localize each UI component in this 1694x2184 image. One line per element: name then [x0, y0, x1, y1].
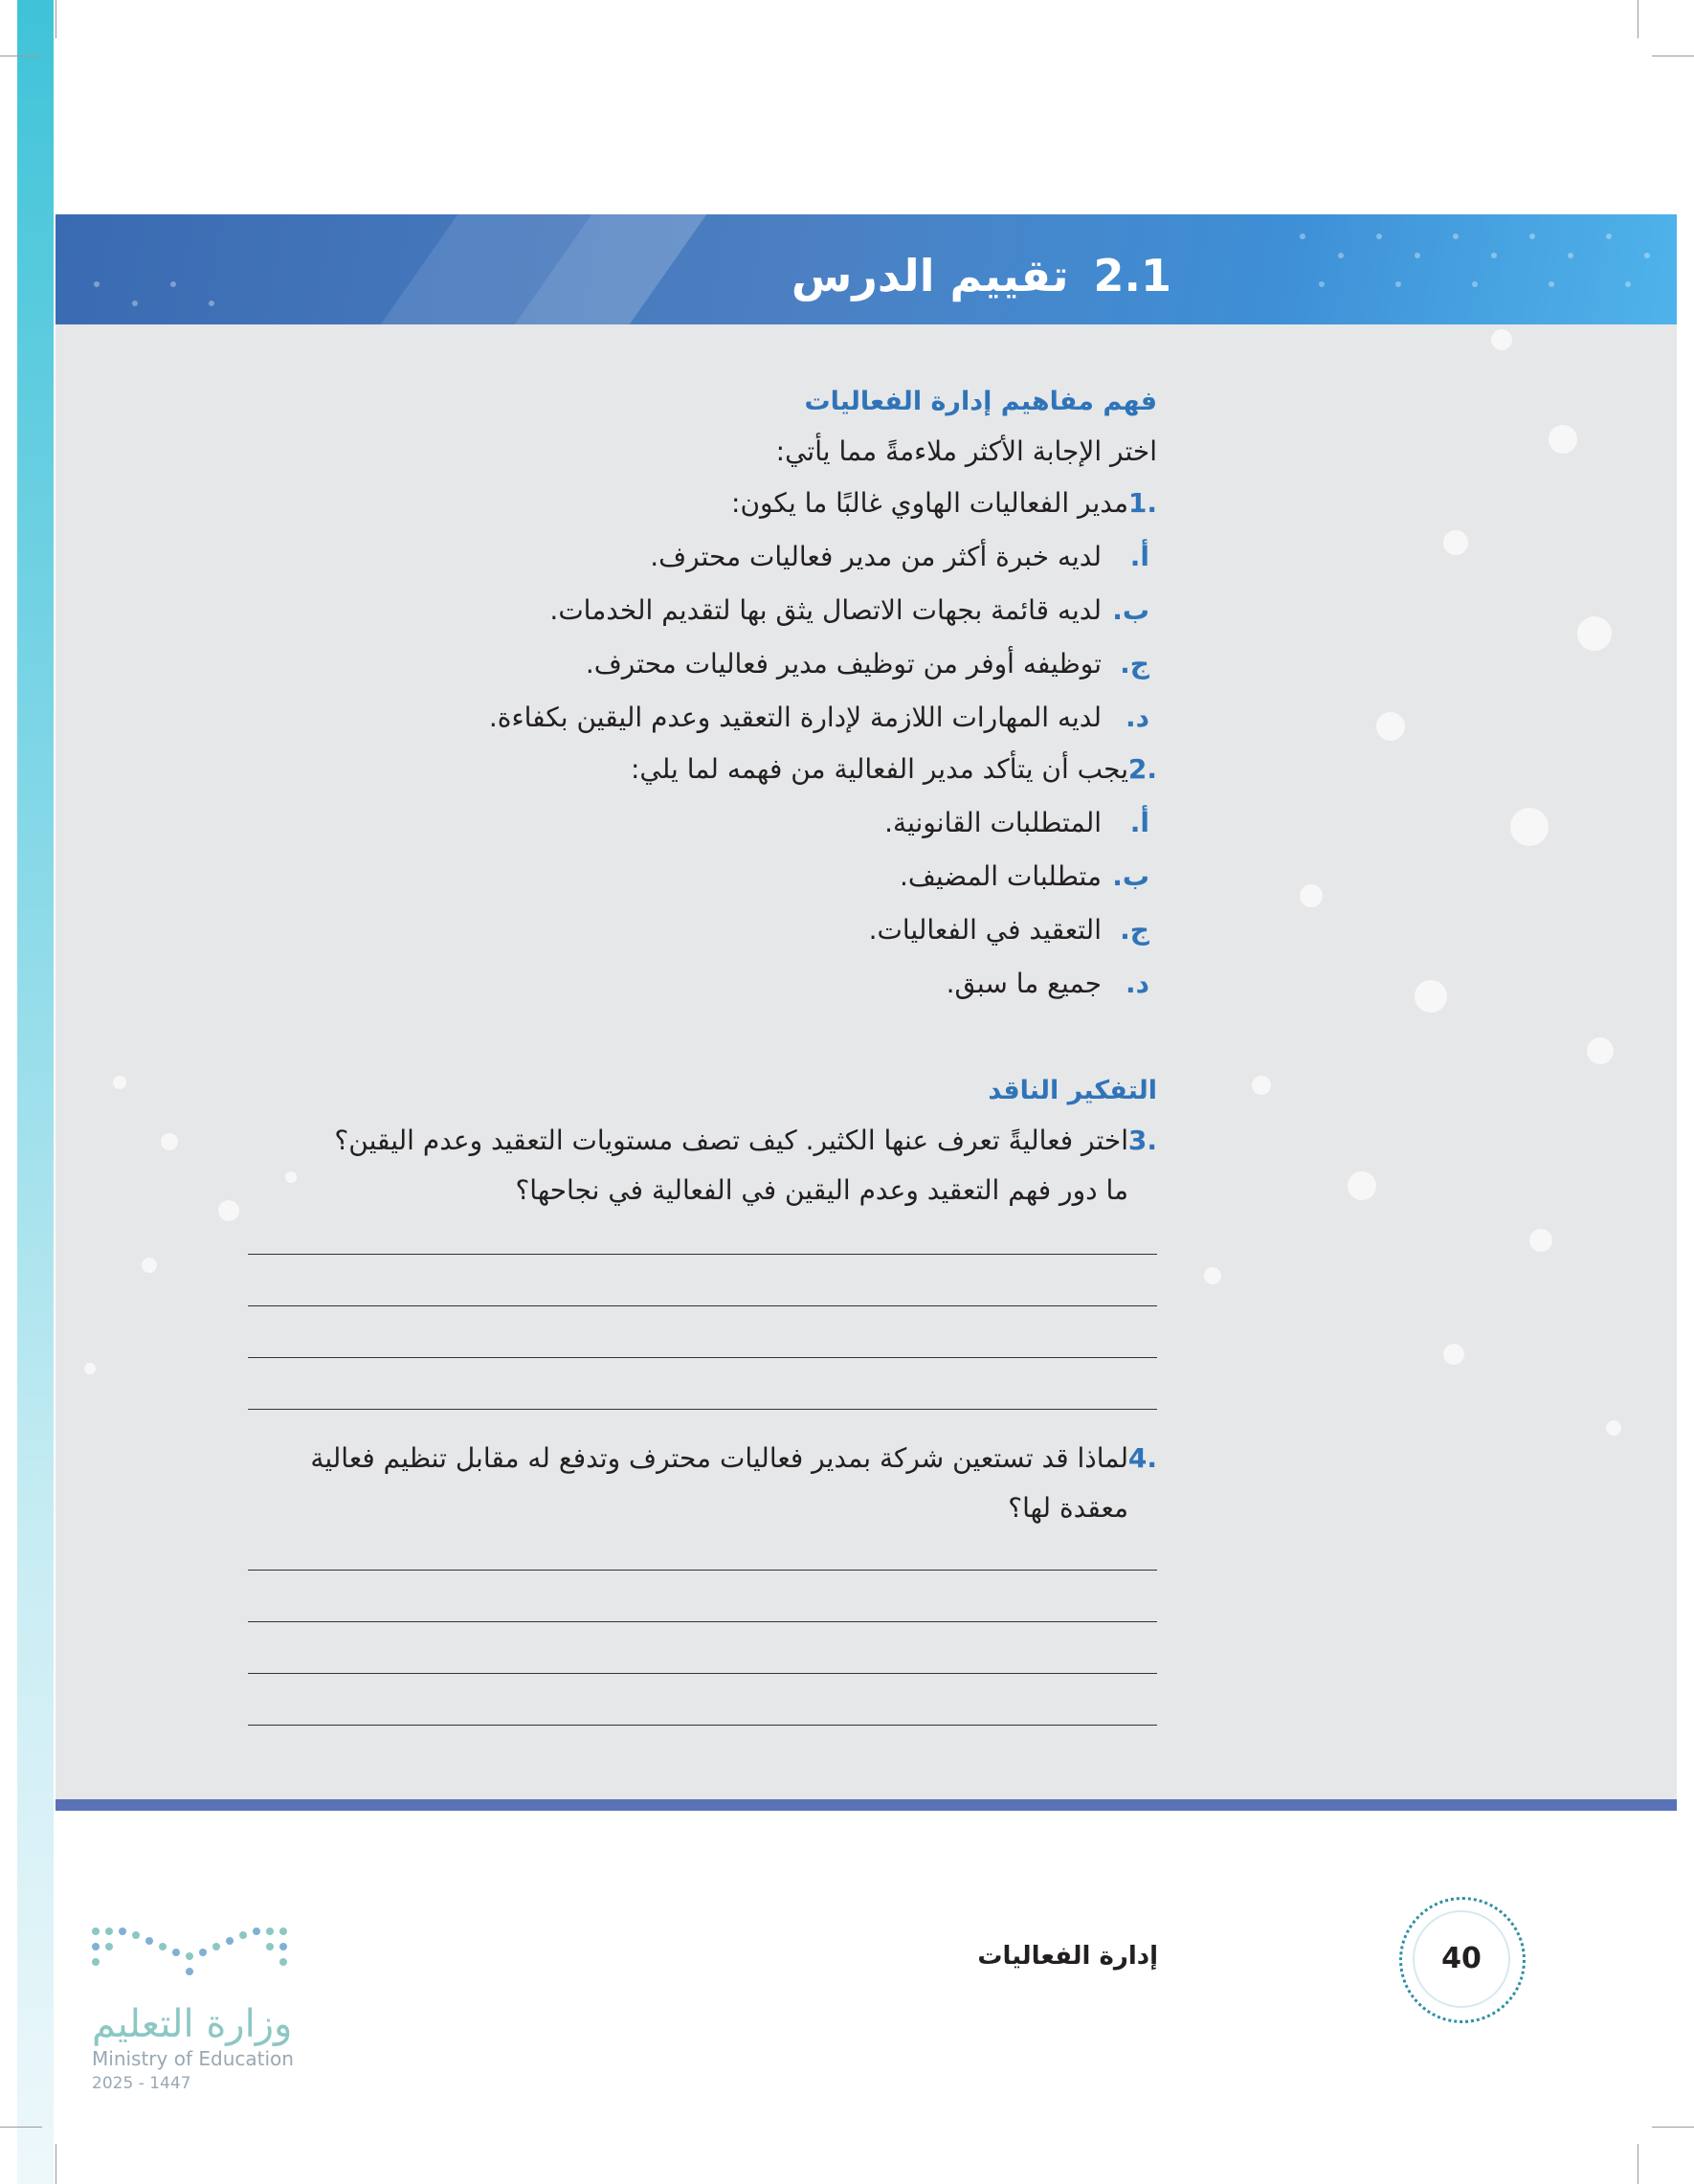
answer-lines-q3[interactable] [248, 1254, 1157, 1460]
option-label: أ. [1129, 807, 1149, 838]
question-text: مدير الفعاليات الهاوي غالبًا ما يكون: [731, 487, 1128, 519]
question-text-line1: لماذا قد تستعين شركة بمدير فعاليات محترف وتدفع له مقابل تنظيم فعالية [310, 1442, 1128, 1474]
left-color-strip [17, 0, 54, 2184]
answer-line[interactable] [248, 1570, 1157, 1571]
option-item[interactable] [200, 645, 1157, 683]
question-2 [200, 750, 1157, 789]
option-text: المتطلبات القانونية. [884, 807, 1102, 838]
option-text: متطلبات المضيف. [899, 860, 1102, 892]
question-4 [200, 1439, 1157, 1478]
option-label: أ. [1129, 541, 1149, 572]
option-item[interactable] [200, 591, 1157, 630]
option-text: توظيفه أوفر من توظيف مدير فعاليات محترف. [585, 648, 1102, 680]
answer-line[interactable] [248, 1621, 1157, 1622]
question-4-content [200, 1439, 1157, 1527]
ministry-logo-icon [92, 1922, 302, 1979]
option-label: ج. [1120, 648, 1149, 680]
option-text: لديه خبرة أكثر من مدير فعاليات محترف. [650, 541, 1102, 572]
question-1 [200, 484, 1157, 523]
section-number: 2.1 [1093, 250, 1171, 301]
answer-line[interactable] [248, 1673, 1157, 1674]
question-number: .2 [1127, 753, 1157, 785]
options-list [200, 538, 1157, 737]
question-3-continued [200, 1171, 1157, 1210]
option-text: جميع ما سبق. [946, 968, 1102, 999]
answer-line[interactable] [248, 1305, 1157, 1306]
answer-line[interactable] [248, 1357, 1157, 1358]
option-item[interactable] [200, 911, 1157, 949]
page-title [791, 247, 1171, 304]
instruction-text: اختر الإجابة الأكثر ملاءمةً مما يأتي: [775, 435, 1157, 467]
option-item[interactable] [200, 858, 1157, 896]
question-text-line2: ما دور فهم التعقيد وعدم اليقين في الفعالية في نجاحها؟ [515, 1174, 1128, 1206]
question-4-continued [200, 1489, 1157, 1527]
crop-mark [0, 2127, 42, 2128]
question-3 [200, 1122, 1157, 1160]
question-text-line2: معقدة لها؟ [1008, 1492, 1128, 1524]
crop-mark [1652, 2127, 1694, 2128]
footer-subject: إدارة الفعاليات [977, 1942, 1158, 1971]
option-label: د. [1125, 702, 1149, 733]
answer-line[interactable] [248, 1725, 1157, 1726]
option-label: ب. [1112, 594, 1149, 626]
option-item[interactable] [200, 804, 1157, 842]
critical-thinking-content [200, 1072, 1157, 1210]
option-item[interactable] [200, 699, 1157, 737]
answer-line[interactable] [248, 1409, 1157, 1410]
section-title: تقييم الدرس [791, 250, 1069, 301]
question-number: .4 [1127, 1442, 1157, 1474]
option-text: التعقيد في الفعاليات. [868, 914, 1102, 946]
section-heading: التفكير الناقد [988, 1076, 1157, 1105]
ministry-year: 2025 - 1447 [92, 2074, 191, 2093]
option-label: ب. [1112, 860, 1149, 892]
question-text: يجب أن يتأكد مدير الفعالية من فهمه لما يلي: [630, 753, 1128, 785]
option-item[interactable] [200, 538, 1157, 576]
option-label: ج. [1120, 914, 1149, 946]
exercise-content [200, 383, 1157, 1003]
option-text: لديه قائمة بجهات الاتصال يثق بها لتقديم الخدمات. [549, 594, 1102, 626]
ministry-name-arabic: وزارة التعليم [92, 2002, 293, 2046]
option-label: د. [1125, 968, 1149, 999]
question-text-line1: اختر فعاليةً تعرف عنها الكثير. كيف تصف مستويات التعقيد وعدم اليقين؟ [334, 1125, 1128, 1156]
question-number: .3 [1127, 1125, 1157, 1156]
answer-line[interactable] [248, 1254, 1157, 1255]
answer-lines-q4[interactable] [248, 1570, 1157, 1776]
ministry-name-english: Ministry of Education [92, 2047, 294, 2070]
bottom-divider-bar [56, 1799, 1677, 1811]
section-heading: فهم مفاهيم إدارة الفعاليات [804, 387, 1157, 416]
option-text: لديه المهارات اللازمة لإدارة التعقيد وعدم اليقين بكفاءة. [488, 702, 1102, 733]
page-number: 40 [1413, 1910, 1510, 2008]
option-item[interactable] [200, 965, 1157, 1003]
question-number: .1 [1127, 487, 1157, 519]
options-list [200, 804, 1157, 1003]
